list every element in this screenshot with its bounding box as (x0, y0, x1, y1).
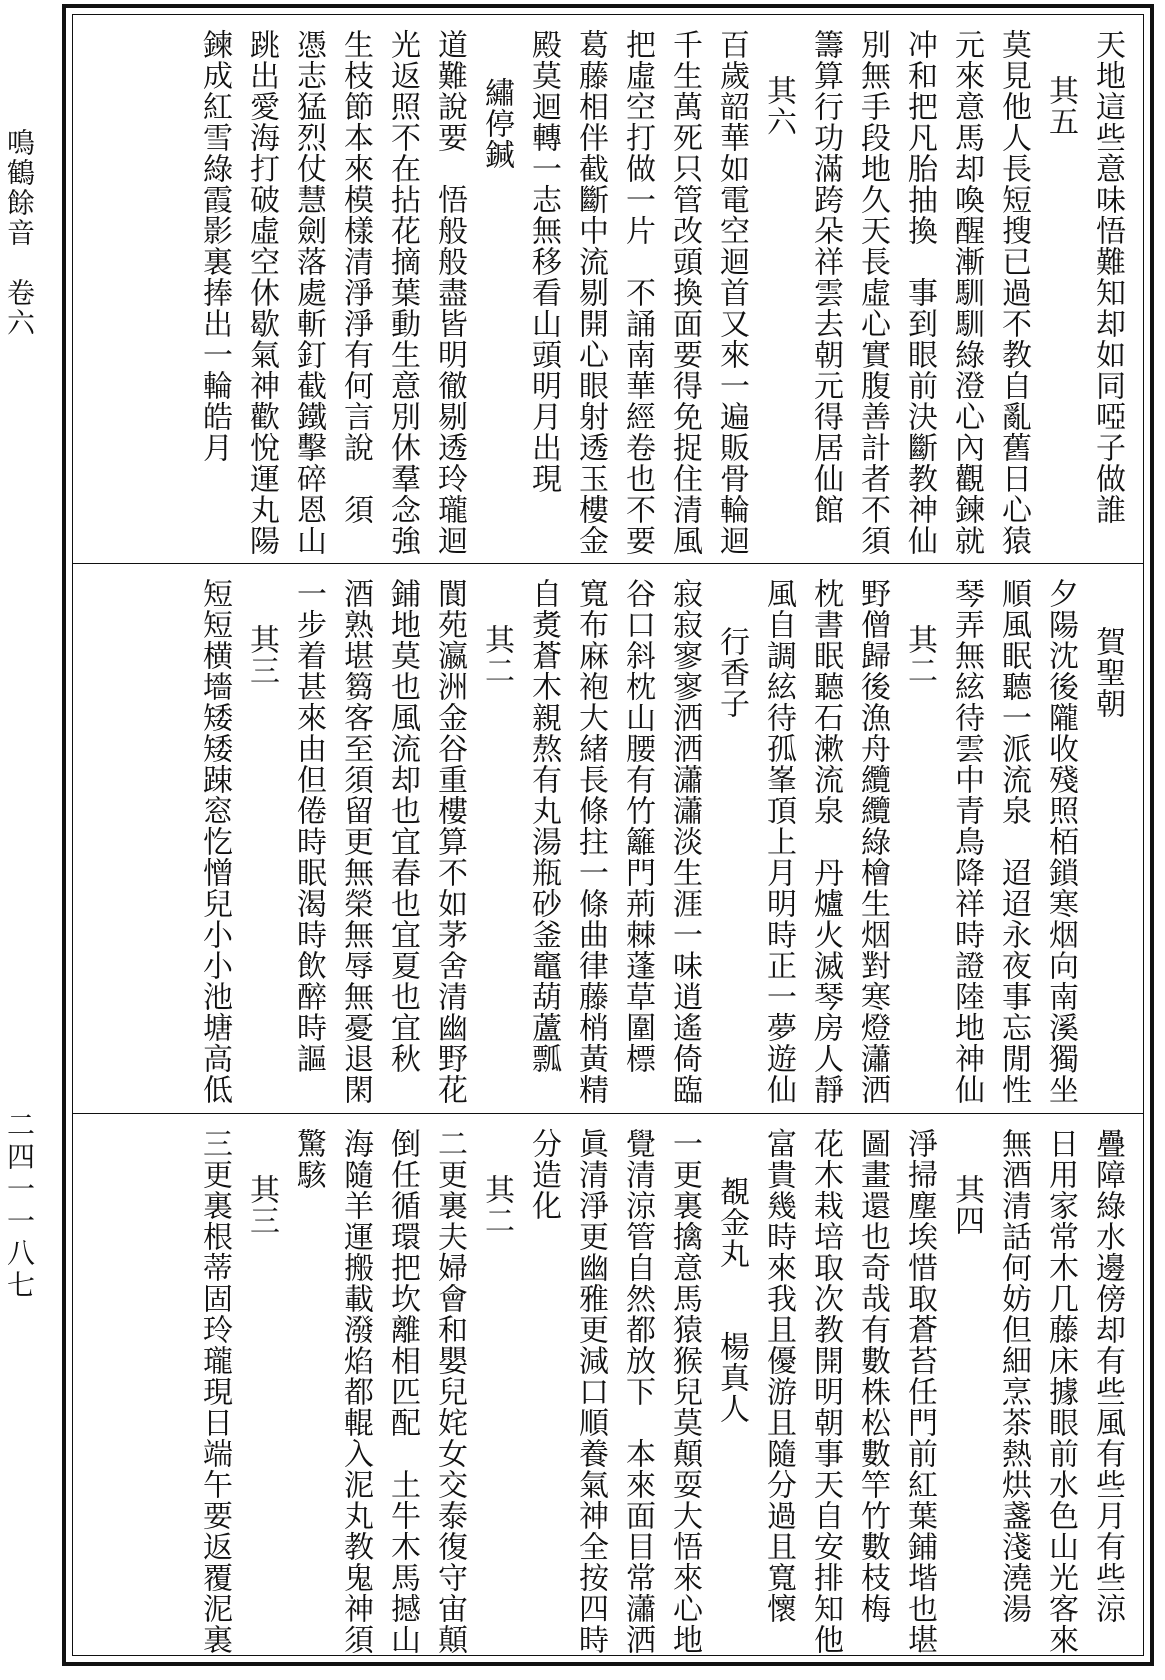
text-column: 憑志猛烈仗慧劍落處斬釘截鐵擊碎恩山 (291, 29, 326, 556)
text-column: 分造化 (526, 1128, 561, 1221)
text-column: 葛藤相伴截斷中流剔開心眼射透玉樓金 (573, 29, 608, 556)
text-column: 鋪地莫也風流却也宜春也宜夏也宜秋 (385, 578, 420, 1074)
text-column: 二更裏夫婦會和嬰兒姹女交泰復守宙顛 (432, 1128, 467, 1655)
text-column: 酒熟堪篘客至須留更無榮無辱無憂退閑 (338, 578, 373, 1105)
text-column: 眞清淨更幽雅更減口順養氣神全按四時 (573, 1128, 608, 1655)
text-column: 一更裏擒意馬猿猴兒莫顛耍大悟來心地 (667, 1128, 702, 1655)
text-column: 淨掃塵埃惜取蒼苔任門前紅葉鋪堦也堪 (902, 1128, 937, 1655)
poem-title: 覩金丸 楊真人 (714, 1176, 749, 1424)
book-title: 鳴鶴餘音 卷六 (3, 128, 36, 338)
text-column: 倒任循環把坎離相匹配 土牛木馬撼山 (385, 1128, 420, 1655)
text-column: 順風眠聽一派流泉 迢迢永夜事忘閒性 (996, 578, 1031, 1105)
text-column: 道難說要 悟般般盡皆明徹剔透玲瓏迴 (432, 29, 467, 556)
text-column: 圖畫還也奇哉有數株松數竿竹數枝梅 (855, 1128, 890, 1624)
page-number: 二四一一八七 (3, 1110, 36, 1302)
text-column: 千生萬死只管改頭換面要得免捉住清風 (667, 29, 702, 556)
text-column: 寬布麻袍大緒長條拄一條曲律藤梢黃精 (573, 578, 608, 1105)
text-column: 元來意馬却喚醒漸馴馴綠澄心內觀鍊就 (949, 29, 984, 556)
text-band-bottom (73, 1113, 1143, 1655)
text-column: 別無手段地久天長虛心實腹善計者不須 (855, 29, 890, 556)
text-column: 風自調絃待孤峯頂上月明時正一夢遊仙 (761, 578, 796, 1105)
text-column: 一步着甚來由但倦時眠渴時飲醉時謳 (291, 578, 326, 1074)
poem-subtitle: 其二 (902, 624, 937, 686)
page-frame (62, 4, 1154, 1666)
poem-subtitle: 其二 (479, 624, 514, 686)
poem-title: 繡停鍼 (479, 77, 514, 170)
poem-subtitle: 其五 (1043, 75, 1078, 137)
text-column: 生枝節本來模樣清淨淨有何言說 須 (338, 29, 373, 525)
text-column: 鍊成紅雪綠霞影裏捧出一輪皓月 (197, 29, 232, 463)
text-column: 閬苑瀛洲金谷重樓算不如茅舍清幽野花 (432, 578, 467, 1105)
text-column: 寂寂寥寥洒洒瀟瀟淡生涯一味逍遙倚臨 (667, 578, 702, 1105)
text-column: 枕書眠聽石漱流泉 丹爐火滅琴房人靜 (808, 578, 843, 1105)
text-column: 殿莫迴轉一志無移看山頭明月出現 (526, 29, 561, 494)
text-column: 無酒清話何妨但細烹茶熱烘盞淺澆湯 (996, 1128, 1031, 1624)
text-column: 日用家常木几藤床據眼前水色山光客來 (1043, 1128, 1078, 1655)
poem-subtitle: 其三 (244, 624, 279, 686)
text-column: 三更裏根蒂固玲瓏現日端午要返覆泥裏 (197, 1128, 232, 1655)
text-column: 光返照不在拈花摘葉動生意別休羣念強 (385, 29, 420, 556)
text-column: 跳出愛海打破虛空休歇氣神歡悅運丸陽 (244, 29, 279, 556)
text-band-middle (73, 563, 1143, 1113)
text-column: 冲和把凡胎抽換 事到眼前決斷教神仙 (902, 29, 937, 556)
text-column: 琴弄無絃待雲中青鳥降祥時證陸地神仙 (949, 578, 984, 1105)
text-column: 驚駭 (291, 1128, 326, 1190)
poem-title: 賀聖朝 (1090, 626, 1125, 719)
text-column: 把虛空打做一片 不誦南華經卷也不要 (620, 29, 655, 556)
text-column: 莫見他人長短搜已過不教自亂舊日心猿 (996, 29, 1031, 556)
text-column: 短短横墻矮矮踈窓忔憎兒小小池塘高低 (197, 578, 232, 1105)
poem-subtitle: 其二 (479, 1174, 514, 1236)
text-area (72, 14, 1144, 1656)
text-column: 谷口斜枕山腰有竹籬門荊棘蓬草圍標 (620, 578, 655, 1074)
text-column: 夕陽沈後隴收殘照栢鎖寒烟向南溪獨坐 (1043, 578, 1078, 1105)
text-column: 天地這些意味悟難知却如同啞子做誰 (1090, 29, 1125, 525)
poem-title: 行香子 (714, 626, 749, 719)
text-band-top (73, 15, 1143, 563)
poem-subtitle: 其六 (761, 75, 796, 137)
text-column: 自煑蒼木親熬有丸湯瓶砂釜竈葫蘆瓢 (526, 578, 561, 1074)
text-column: 富貴幾時來我且優游且隨分過且寬懷 (761, 1128, 796, 1624)
poem-subtitle: 其四 (949, 1174, 984, 1236)
text-column: 海隨羊運搬載潑焰都輥入泥丸教鬼神須 (338, 1128, 373, 1655)
poem-subtitle: 其三 (244, 1174, 279, 1236)
text-column: 百歲韶華如電空迴首又來一遍販骨輪迴 (714, 29, 749, 556)
text-column: 野僧歸後漁舟纜纜綠檜生烟對寒燈瀟洒 (855, 578, 890, 1105)
text-column: 籌算行功滿跨朵祥雲去朝元得居仙館 (808, 29, 843, 525)
text-column: 覺清涼管自然都放下 本來面目常瀟洒 (620, 1128, 655, 1655)
text-column: 疊障綠水邊傍却有些風有些月有些涼 (1090, 1128, 1125, 1624)
text-column: 花木栽培取次教開明朝事天自安排知他 (808, 1128, 843, 1655)
